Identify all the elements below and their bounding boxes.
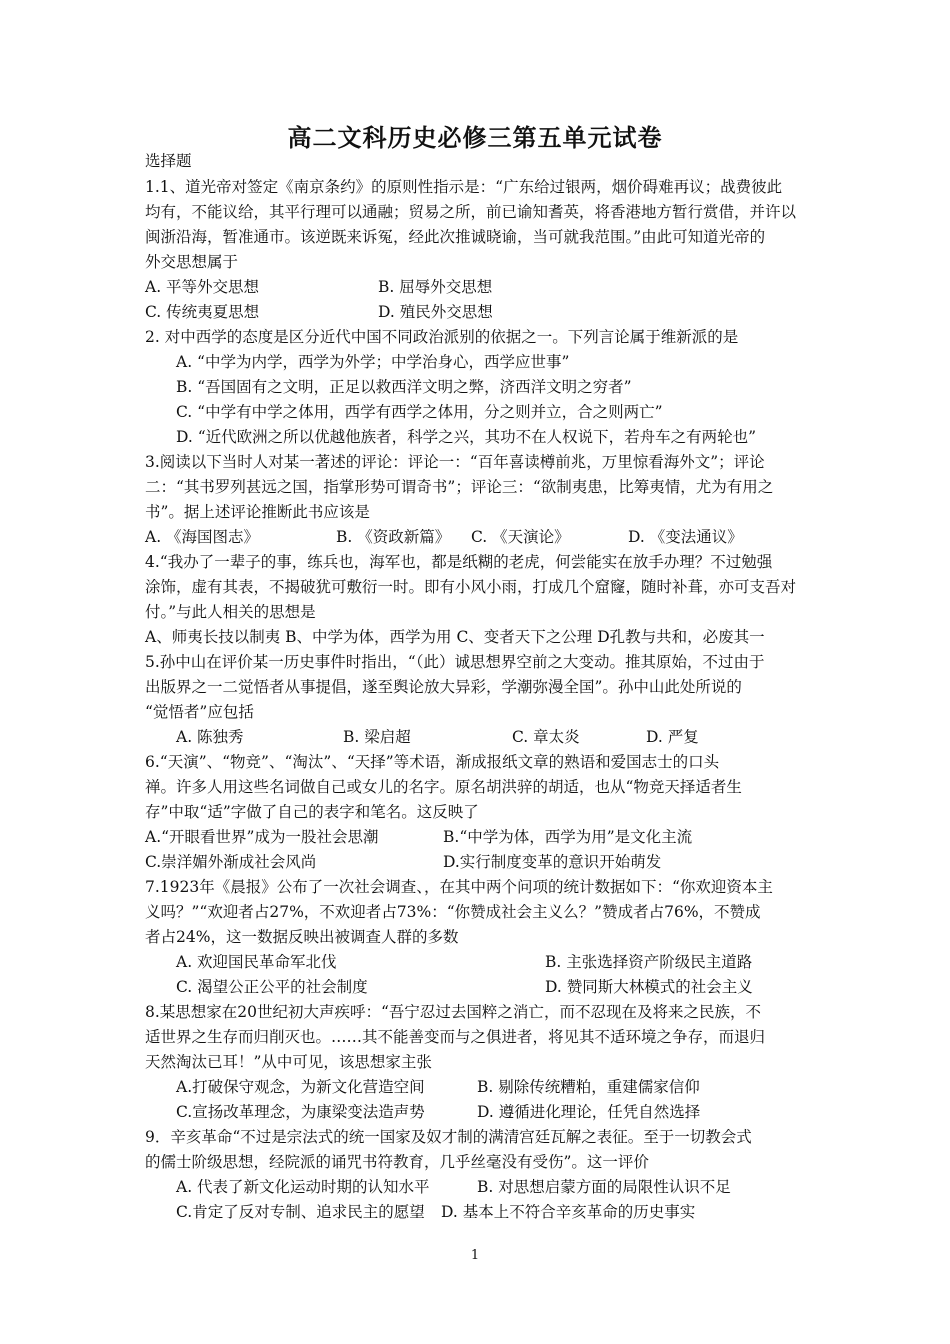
question-1-option-d: D. 殖民外交思想 <box>378 303 493 321</box>
page-title: 高二文科历史必修三第五单元试卷 <box>287 123 663 152</box>
question-5-stem-line: “觉悟者”应包括 <box>145 703 254 721</box>
question-3-stem-line: 3.阅读以下当时人对某一著述的评论：评论一：“百年喜读樽前兆，万里惊看海外文”；评论 <box>145 453 765 471</box>
question-2-option-d: D. “近代欧洲之所以优越他族者，科学之兴，其功不在人权说下，若舟车之有两轮也” <box>176 428 757 446</box>
question-1-option-c: C. 传统夷夏思想 <box>145 303 260 321</box>
question-8-stem-line: 8.某思想家在20世纪初大声疾呼：“吾宁忍过去国粹之消亡，而不忍现在及将来之民族，不 <box>145 1003 761 1021</box>
question-7-option-a: A. 欢迎国民革命军北伐 <box>176 953 337 971</box>
question-9-option-d: D. 基本上不符合辛亥革命的历史事实 <box>441 1203 696 1221</box>
page-number: 1 <box>470 1248 480 1263</box>
question-8-stem-line: 适世界之生存而归削灭也。……其不能善变而与之俱进者，将见其不适环境之争存，而退归 <box>145 1028 766 1046</box>
question-3-option-a: A. 《海国图志》 <box>145 528 260 546</box>
question-5-stem-line: 5.孙中山在评价某一历史事件时指出，“（此）诚思想界空前之大变动。推其原始，不过由于 <box>145 653 765 671</box>
question-1-option-b: B. 屈辱外交思想 <box>378 278 493 296</box>
question-9-stem-line: 9．辛亥革命“不过是宗法式的统一国家及奴才制的满清宫廷瓦解之表征。至于一切教会式 <box>145 1128 752 1146</box>
question-7-option-d: D. 赞同斯大林模式的社会主义 <box>545 978 753 996</box>
question-9-option-c: C.肯定了反对专制、追求民主的愿望 <box>176 1203 425 1221</box>
question-8-option-d: D. 遵循进化理论，任凭自然选择 <box>477 1103 701 1121</box>
question-3-option-c: C. 《天演论》 <box>471 528 570 546</box>
question-6-stem-line: 存”中取“适”字做了自己的表字和笔名。这反映了 <box>145 803 479 821</box>
question-5-option-d: D. 严复 <box>646 728 699 746</box>
question-2-option-b: B. “吾国固有之文明，正足以救西洋文明之弊，济西洋文明之穷者” <box>176 378 632 396</box>
question-4-stem-line: 4.“我办了一辈子的事，练兵也，海军也，都是纸糊的老虎，何尝能实在放手办理？不过勉强 <box>145 553 773 571</box>
question-6-option-a: A.“开眼看世界”成为一股社会思潮 <box>145 828 379 846</box>
question-9-option-b: B. 对思想启蒙方面的局限性认识不足 <box>477 1178 731 1196</box>
question-2-option-a: A. “中学为内学，西学为外学；中学治身心，西学应世事” <box>176 353 570 371</box>
question-6-option-b: B.“中学为体，西学为用”是文化主流 <box>443 828 693 846</box>
question-6-stem-line: 6.“天演”、“物竞”、“淘汰”、“天择”等术语，渐成报纸文章的熟语和爱国志士的口头 <box>145 753 720 771</box>
question-3-stem-line: 二：“其书罗列甚远之国，指掌形势可谓奇书”；评论三：“欲制夷患，比筹夷情，尤为有用之 <box>145 478 774 496</box>
question-1-stem-line: 1.1、道光帝对签定《南京条约》的原则性指示是：“广东给过银两，烟价碍难再议；战费彼此 <box>145 178 783 196</box>
question-6-option-c: C.崇洋媚外渐成社会风尚 <box>145 853 317 871</box>
question-5-option-b: B. 梁启超 <box>343 728 411 746</box>
question-9-option-a: A. 代表了新文化运动时期的认知水平 <box>176 1178 430 1196</box>
question-2-stem-line: 2. 对中西学的态度是区分近代中国不同政治派别的依据之一。下列言论属于维新派的是 <box>145 328 739 346</box>
question-7-option-b: B. 主张选择资产阶级民主道路 <box>545 953 753 971</box>
question-1-stem-line: 外交思想属于 <box>145 253 239 271</box>
question-2-option-c: C. “中学有中学之体用，西学有西学之体用，分之则并立，合之则两亡” <box>176 403 663 421</box>
question-6-option-d: D.实行制度变革的意识开始萌发 <box>443 853 662 871</box>
question-4-options: A、师夷长技以制夷 B、中学为体，西学为用 C、变者天下之公理 D孔教与共和，必废其一 <box>145 628 765 646</box>
question-3-option-b: B. 《资政新篇》 <box>336 528 451 546</box>
question-7-stem-line: 者占24%，这一数据反映出被调查人群的多数 <box>145 928 459 946</box>
question-8-option-c: C.宣扬改革理念，为康梁变法造声势 <box>176 1103 425 1121</box>
question-3-option-d: D. 《变法通议》 <box>628 528 743 546</box>
question-8-option-b: B. 剔除传统糟粕，重建儒家信仰 <box>477 1078 700 1096</box>
question-7-stem-line: 7.1923年《晨报》公布了一次社会调查、，在其中两个问项的统计数据如下：“你欢迎资本主 <box>145 878 773 896</box>
question-7-option-c: C. 渴望公正公平的社会制度 <box>176 978 368 996</box>
question-3-stem-line: 书”。据上述评论推断此书应该是 <box>145 503 370 521</box>
question-1-stem-line: 均有，不能议给，其平行理可以通融；贸易之所，前已谕知耆英，将香港地方暂行赏借，并许以 <box>145 203 797 221</box>
section-label: 选择题 <box>145 152 192 170</box>
question-5-stem-line: 出版界之一二觉悟者从事提倡，遂至舆论放大异彩，学潮弥漫全国”。孙中山此处所说的 <box>145 678 742 696</box>
question-6-stem-line: 禅。许多人用这些名词做自己或女儿的名字。原名胡洪骍的胡适，也从“物竞天择适者生 <box>145 778 742 796</box>
question-5-option-c: C. 章太炎 <box>512 728 580 746</box>
question-7-stem-line: 义吗？”“欢迎者占27%，不欢迎者占73%：“你赞成社会主义么？”赞成者占76%，不赞成 <box>145 903 761 921</box>
question-4-stem-line: 付。”与此人相关的思想是 <box>145 603 316 621</box>
question-5-option-a: A. 陈独秀 <box>176 728 244 746</box>
question-8-stem-line: 天然淘汰已耳！”从中可见，该思想家主张 <box>145 1053 432 1071</box>
question-1-stem-line: 闽浙沿海，暂准通市。该逆既来诉冤，经此次推诚晓谕，当可就我范围。”由此可知道光帝的 <box>145 228 766 246</box>
question-9-stem-line: 的儒士阶级思想，经院派的诵咒书符教育，几乎丝毫没有受伤”。这一评价 <box>145 1153 649 1171</box>
question-8-option-a: A.打破保守观念，为新文化营造空间 <box>176 1078 425 1096</box>
question-1-option-a: A. 平等外交思想 <box>145 278 260 296</box>
question-4-stem-line: 涂饰，虚有其表，不揭破犹可敷衍一时。即有小风小雨，打成几个窟窿，随时补葺，亦可支吾对 <box>145 578 797 596</box>
